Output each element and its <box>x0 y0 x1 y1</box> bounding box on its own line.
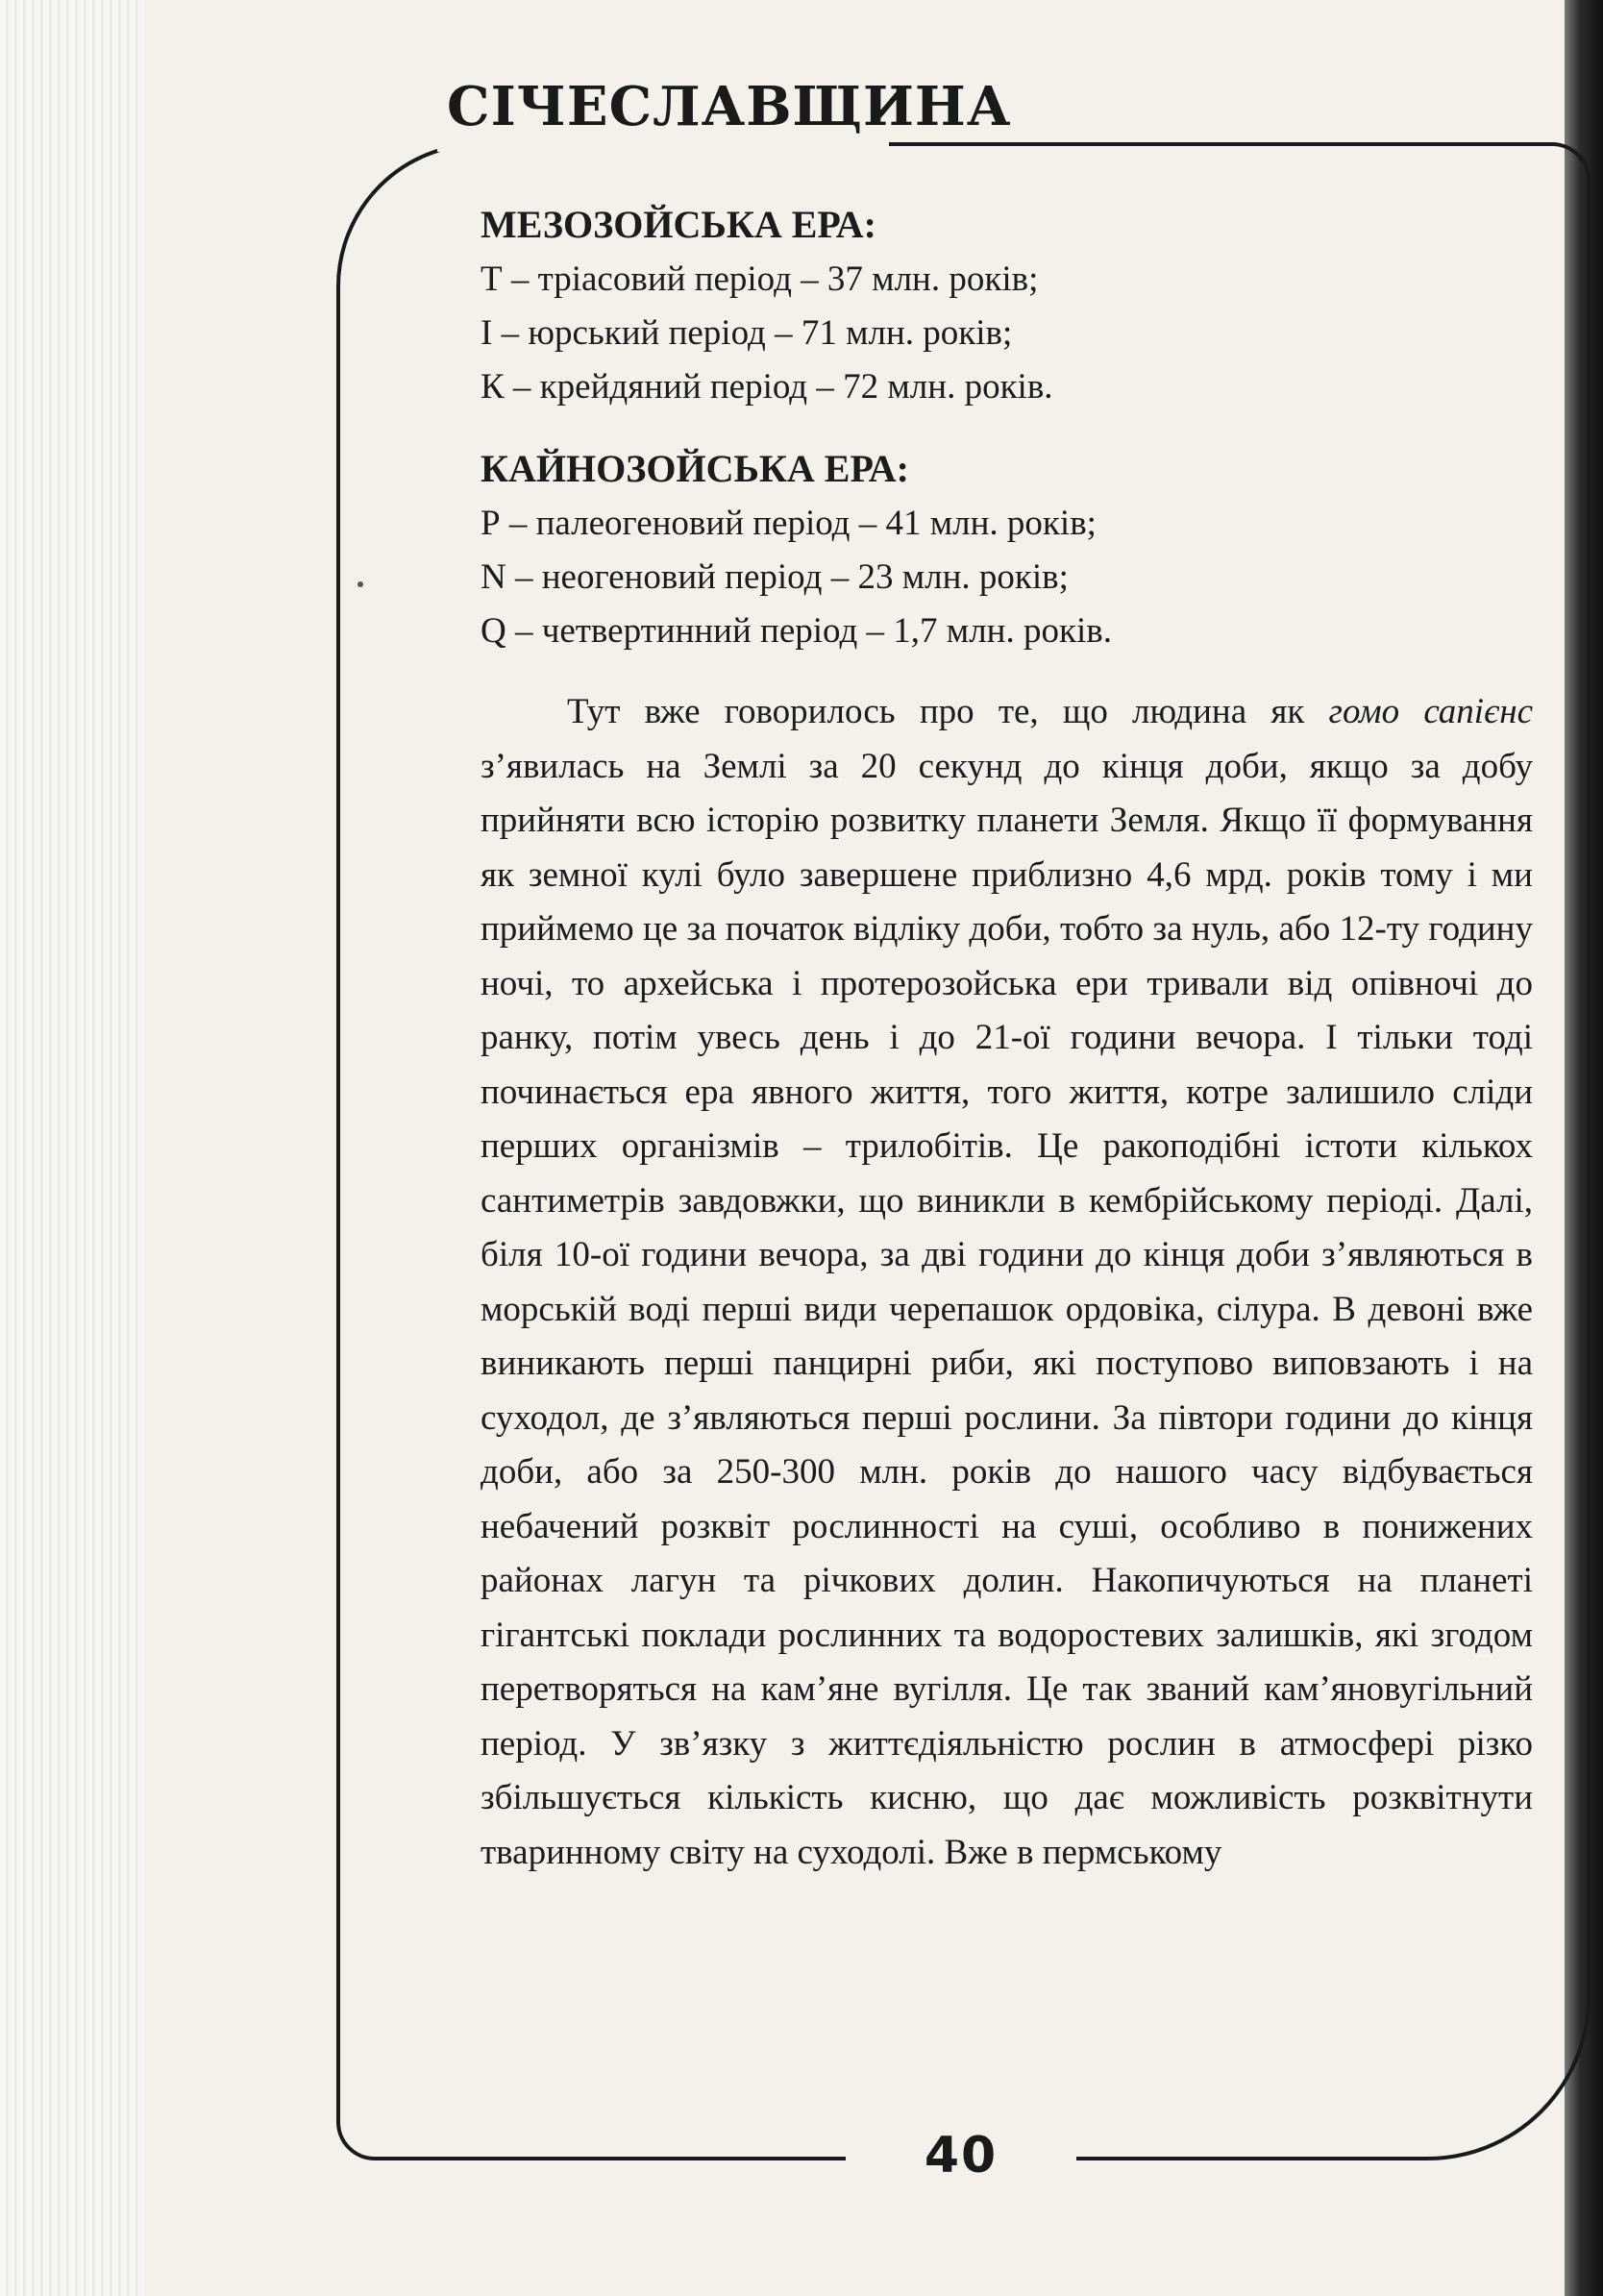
era-mesozoic <box>481 197 1533 414</box>
period-line: Р – палеогеновий період – 41 млн. років; <box>481 504 1097 543</box>
page-stack-edges <box>0 0 154 2296</box>
period-line: N – неогеновий період – 23 млн. років; <box>481 557 1069 597</box>
era-title: МЕЗОЗОЙСЬКА ЕРА: <box>481 203 876 246</box>
period-line: І – юрський період – 71 млн. років; <box>481 313 1013 353</box>
paragraph-text-rest: з’явилась на Землі за 20 секунд до кінця доби, якщо за добу прийняти всю історію розвитку планети Земля. Якщо її формування як земної кулі було завершене приблизно 4,6 мрд. років тому і ми приймемо це за початок відліку доби, тобто за нуль, або 12-ту годину ночі, то архейська і протерозойська ери тривали від опівночі до ранку, потім увесь день і до 21-ої години вечора. І тільки тоді починається ера явного життя, того життя, котре залишило сліди перших організмів – трилобітів. Це ракоподібні істоти кількох сантиметрів завдовжки, що виникли в кембрійському періоді. Далі, біля 10-ої години вечора, за дві години до кінця доби з’являються в морській воді перші види черепашок ордовіка, сілура. В девоні вже виникають перші панцирні риби, які поступово виповзають і на суходол, де з’являються перші рослини. За півтори години до кінця доби, або за 250-300 млн. років до нашого часу відбувається небачений розквіт рослинності на суші, особливо в понижених районах лагун та річкових долин. Накопичуються на планеті гігантські поклади рослинних та водоростевих залишків, які згодом перетворяться на кам’яне вугілля. Це так званий кам’яновугільний період. У зв’язку з життєдіяльністю рослин в атмосфері різко збільшується кількість кисню, що дає можливість розквітнути тваринному світу на суходолі. Вже в пермському <box>481 746 1533 1872</box>
page-number: 40 <box>924 2127 999 2185</box>
era-cenozoic <box>481 441 1533 658</box>
margin-dot <box>358 581 363 587</box>
period-line: Q – четвертинний період – 1,7 млн. років. <box>481 611 1112 651</box>
paragraph-italic-term: гомо сапієнс <box>1328 692 1533 731</box>
body-paragraph <box>481 685 1533 1880</box>
header-logo: СІЧЕСЛАВЩИНА <box>437 75 1021 138</box>
paragraph-text-start: Тут вже говорилось про те, що людина як <box>567 692 1329 731</box>
period-line: Т – тріасовий період – 37 млн. років; <box>481 259 1039 299</box>
page-content <box>481 197 1533 1880</box>
era-title: КАЙНОЗОЙСЬКА ЕРА: <box>481 447 909 490</box>
period-line: К – крейдяний період – 72 млн. років. <box>481 367 1053 407</box>
